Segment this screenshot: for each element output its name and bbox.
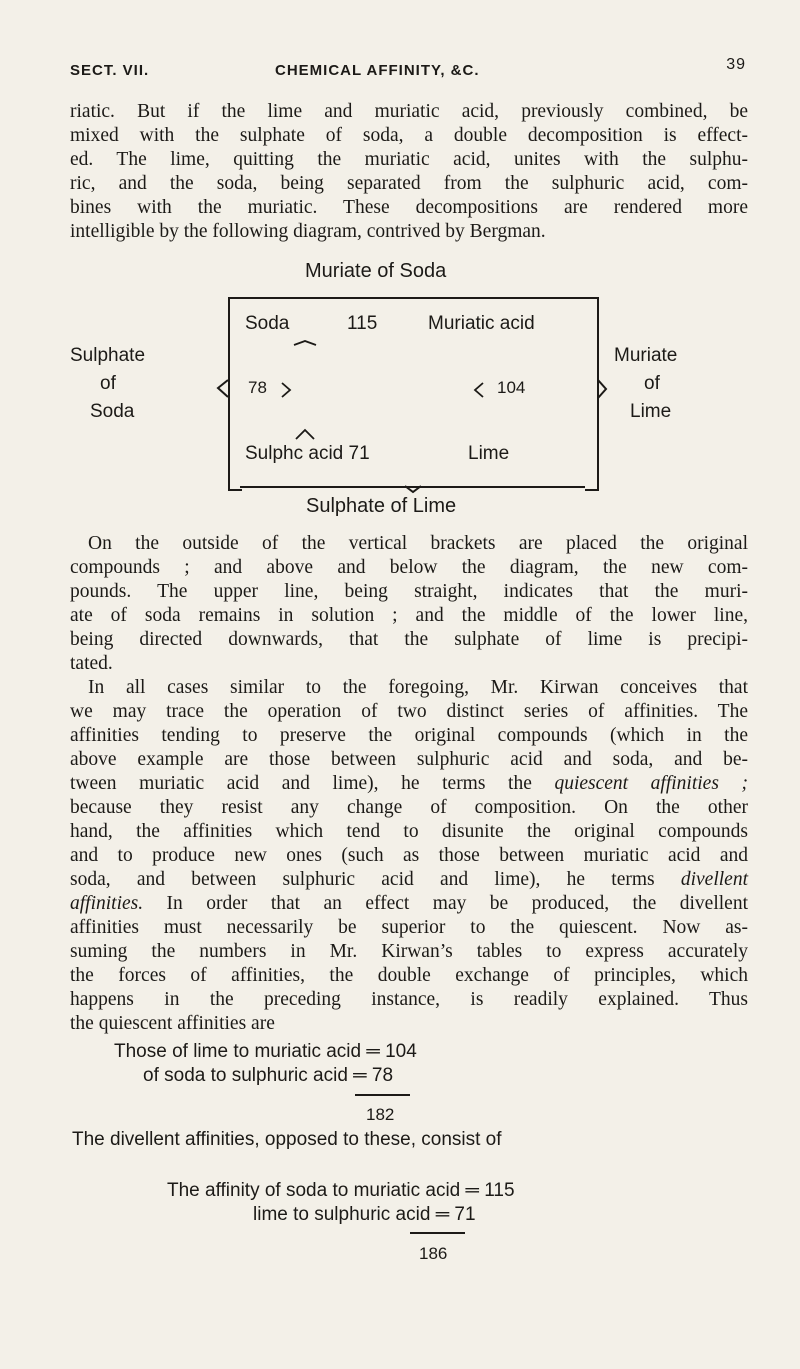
- bottom-arrow: [296, 430, 314, 439]
- quiescent-line-2: of soda to sulphuric acid ═ 78: [143, 1065, 394, 1086]
- term-affinities: affinities.: [70, 893, 144, 914]
- page-number: 39: [726, 56, 746, 73]
- bottom-right-term: Lime: [468, 443, 510, 464]
- divellent-line-2: lime to sulphuric acid ═ 71: [253, 1204, 476, 1225]
- text-line: [70, 772, 748, 796]
- text-line: pounds. The upper line, being straight, indicates that the muri-: [70, 581, 748, 602]
- right-bracket-point: [598, 380, 606, 398]
- paragraph-3: [70, 676, 748, 1036]
- middle-left-number: 78: [248, 378, 267, 397]
- running-header: [70, 56, 746, 82]
- text-line: mixed with the sulphate of soda, a double decomposition is effect-: [70, 125, 748, 146]
- text-line: bines with the muriatic. These decompositions are rendered more: [70, 197, 748, 218]
- top-arrow: [294, 341, 316, 345]
- lower-line-dip: [405, 486, 421, 492]
- section-label: SECT. VII.: [70, 62, 150, 79]
- right-label-line-1: Muriate: [614, 345, 678, 366]
- text-line: intelligible by the following diagram, contrived by Bergman.: [70, 221, 546, 242]
- left-arrow: [282, 383, 290, 397]
- text-line: the quiescent affinities are: [70, 1013, 275, 1034]
- text-line: the forces of affinities, the double exchange of principles, which: [70, 965, 748, 986]
- text-line: affinities tending to preserve the original compounds (which in the: [70, 725, 748, 746]
- sum-rule-2: [410, 1232, 465, 1234]
- divellent-intro: The divellent affinities, opposed to these, consist of: [72, 1129, 502, 1150]
- lower-line: [240, 486, 585, 488]
- text-line: affinities must necessarily be superior to the quiescent. Now as-: [70, 917, 748, 938]
- sum-rule-1: [355, 1094, 410, 1096]
- term-divellent: divellent: [680, 869, 748, 890]
- text-line: ate of soda remains in solution ; and the middle of the lower line,: [70, 605, 748, 626]
- quiescent-line-1: Those of lime to muriatic acid ═ 104: [114, 1041, 417, 1062]
- left-label-line-1: Sulphate: [70, 345, 146, 366]
- paragraph-1: [70, 100, 748, 244]
- quiescent-total: 182: [366, 1105, 395, 1124]
- text-line: being directed downwards, that the sulphate of lime is precipi-: [70, 629, 748, 650]
- left-bracket: [228, 297, 242, 491]
- upper-line: [240, 297, 585, 299]
- text-line: suming the numbers in Mr. Kirwan’s tables to express accurately: [70, 941, 748, 962]
- middle-right-number: 104: [497, 378, 526, 397]
- term-quiescent: quiescent affinities ;: [554, 773, 748, 794]
- right-bracket: [585, 297, 599, 491]
- chapter-title: CHEMICAL AFFINITY, &C.: [275, 62, 480, 79]
- right-label-line-3: Lime: [630, 401, 672, 422]
- divellent-line-1: The affinity of soda to muriatic acid ═ 115: [167, 1180, 515, 1201]
- text-line: we may trace the operation of two distinct series of affinities. The: [70, 701, 748, 722]
- text-line: [70, 892, 748, 916]
- left-bracket-point: [218, 380, 228, 397]
- right-label-line-2: of: [644, 373, 660, 394]
- text-line: ed. The lime, quitting the muriatic acid, unites with the sulphu-: [70, 149, 748, 170]
- paragraph-2: [70, 532, 748, 676]
- text-line: tated.: [70, 653, 113, 674]
- text-line: hand, the affinities which tend to disunite the original compounds: [70, 821, 748, 842]
- text-line: because they resist any change of composition. On the other: [70, 797, 748, 818]
- right-arrow: [475, 383, 483, 397]
- diagram-top-title: Muriate of Soda: [305, 260, 447, 282]
- left-label-line-3: Soda: [90, 401, 135, 422]
- top-right-term: Muriatic acid: [428, 313, 535, 334]
- text-line: happens in the preceding instance, is readily explained. Thus: [70, 989, 748, 1010]
- text-span: In order that an effect may be produced, the divellent: [143, 893, 748, 914]
- text-line: ric, and the soda, being separated from the sulphuric acid, com-: [70, 173, 748, 194]
- left-label-line-2: of: [100, 373, 116, 394]
- text-line: [70, 868, 748, 892]
- bottom-left-term: Sulphc acid 71: [245, 443, 370, 464]
- text-line: above example are those between sulphuric acid and soda, and be-: [70, 749, 748, 770]
- diagram-bottom-title: Sulphate of Lime: [306, 495, 457, 517]
- text-span: soda, and between sulphuric acid and lime), he terms: [70, 869, 681, 890]
- top-left-term: Soda: [245, 313, 290, 334]
- text-line: riatic. But if the lime and muriatic acid, previously combined, be: [70, 101, 748, 122]
- text-span: tween muriatic acid and lime), he terms the: [70, 773, 555, 794]
- text-line: compounds ; and above and below the diagram, the new com-: [70, 557, 748, 578]
- text-line: On the outside of the vertical brackets are placed the original: [88, 533, 748, 554]
- top-number: 115: [347, 313, 378, 334]
- text-line: and to produce new ones (such as those between muriatic acid and: [70, 845, 748, 866]
- text-line: In all cases similar to the foregoing, Mr. Kirwan conceives that: [88, 677, 748, 698]
- divellent-total: 186: [419, 1244, 448, 1263]
